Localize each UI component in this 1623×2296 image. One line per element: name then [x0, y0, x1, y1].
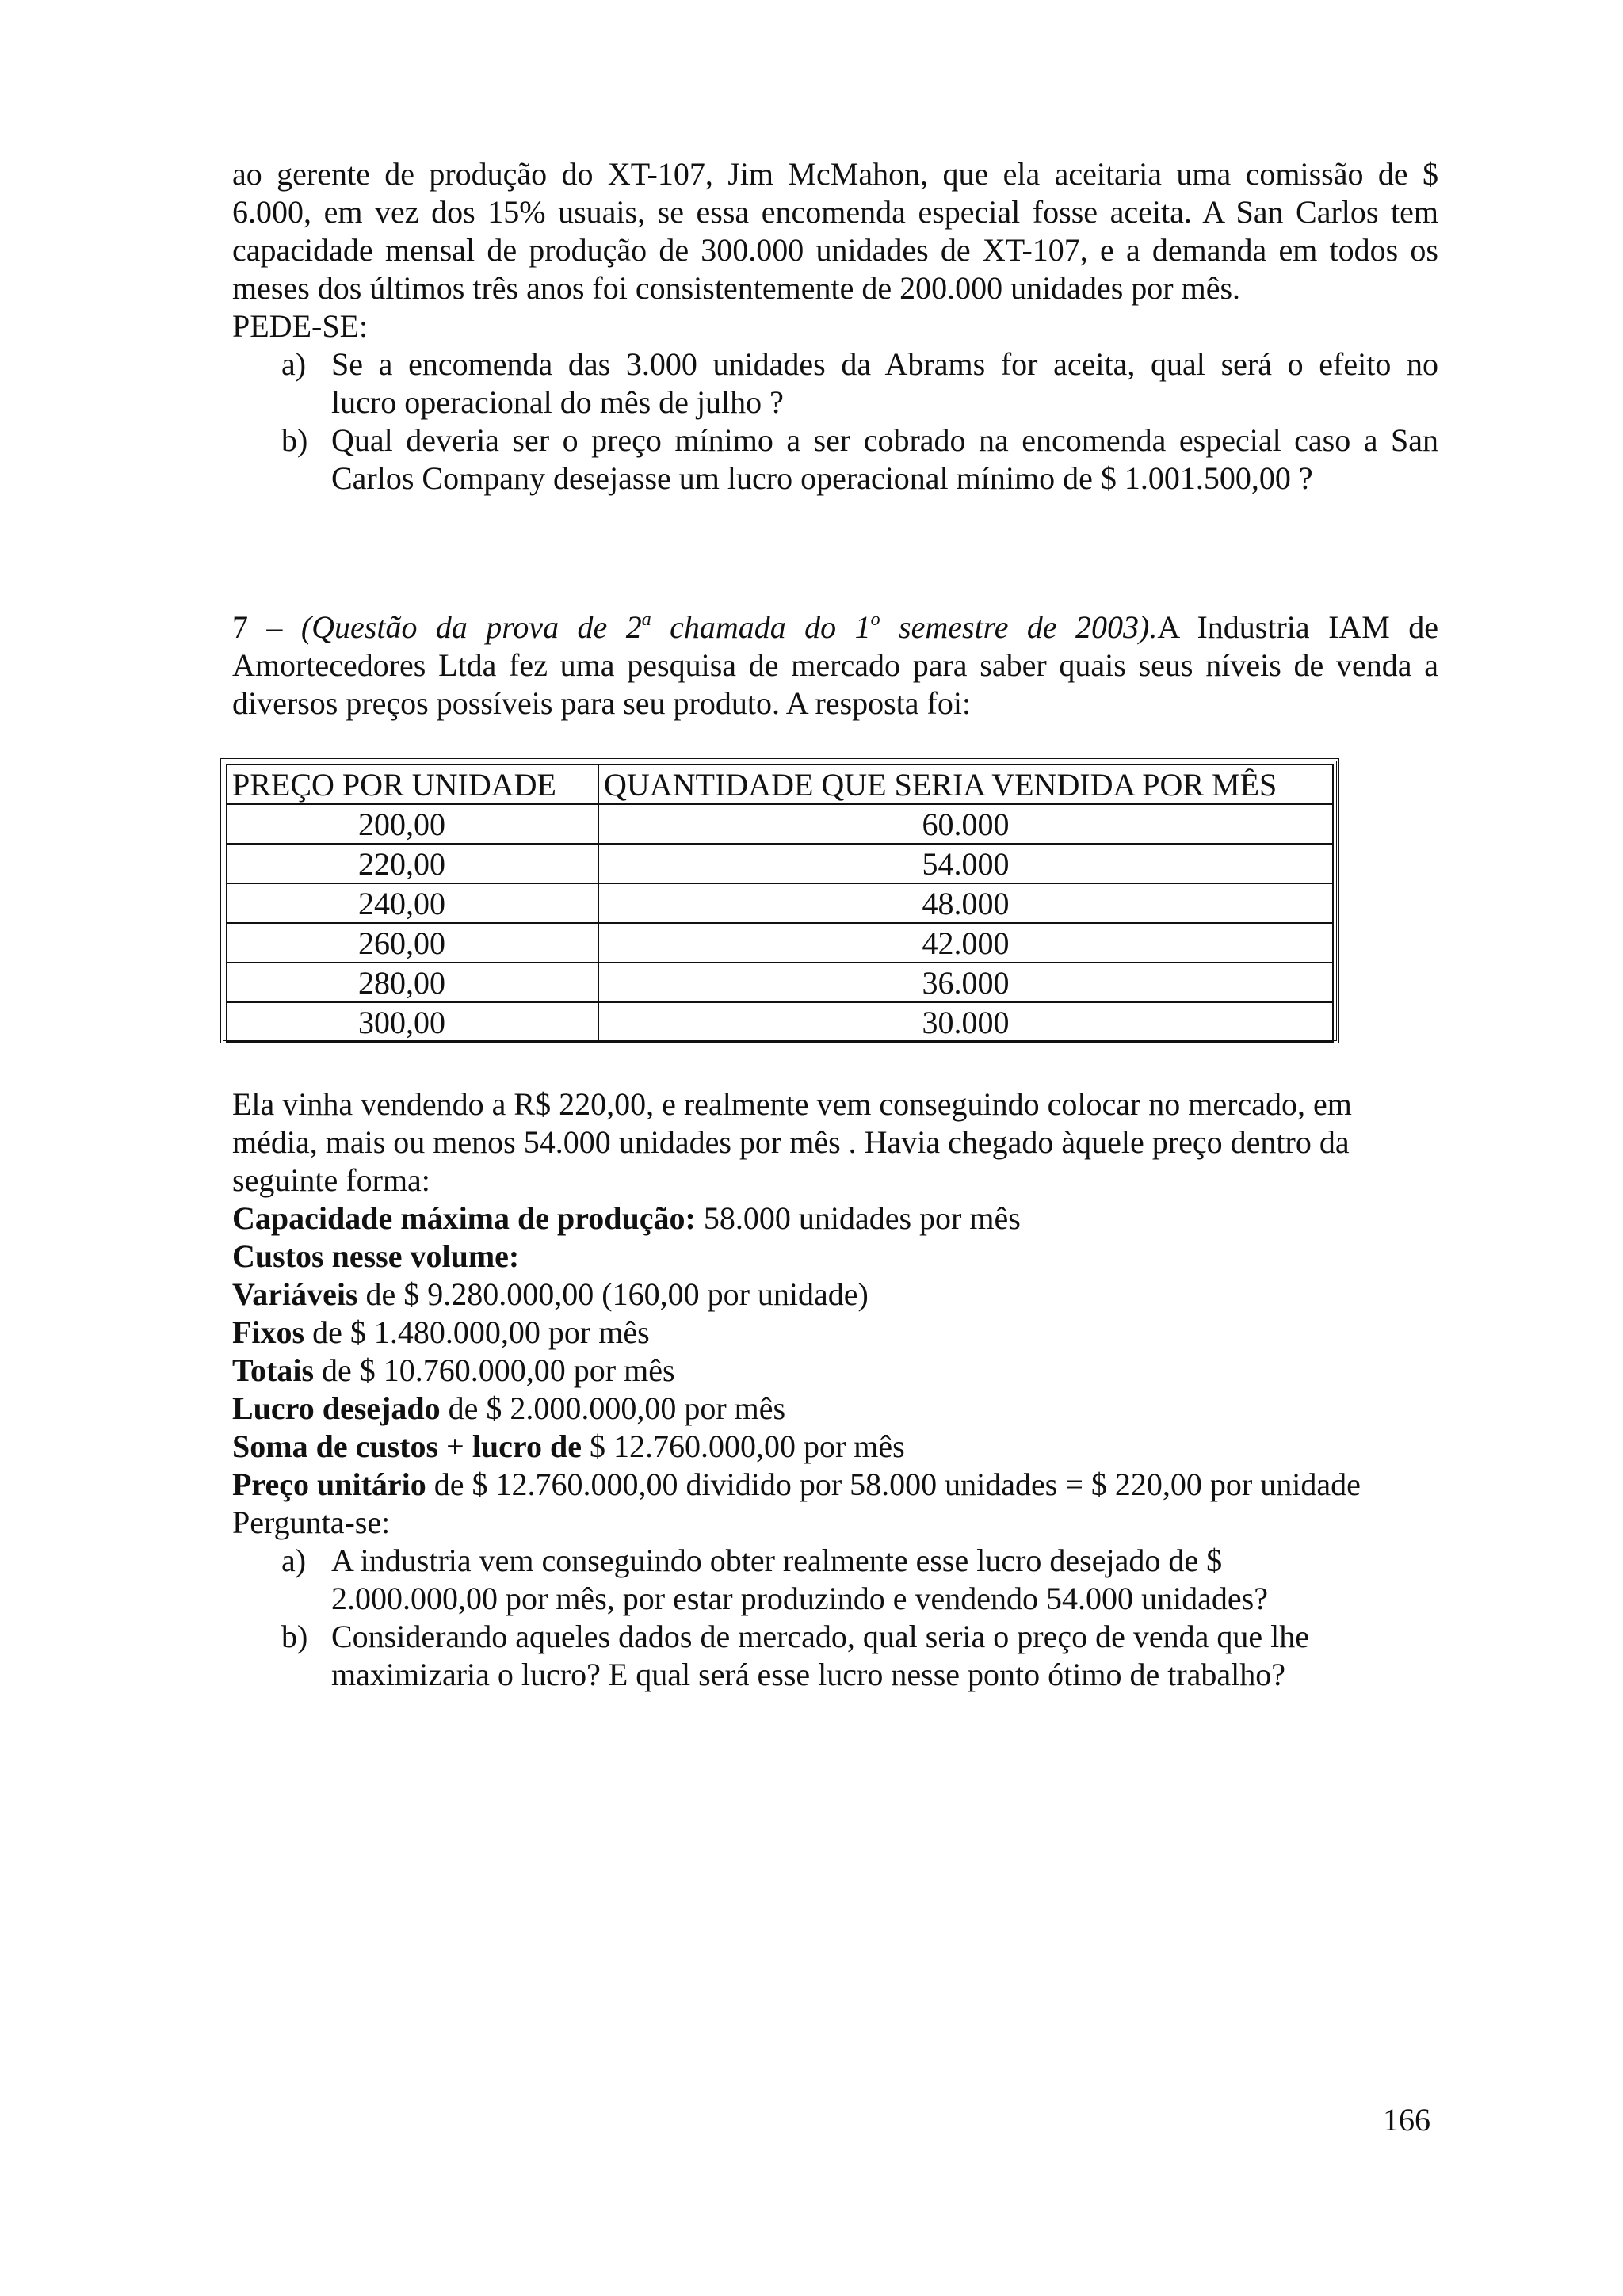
price-cell: 300,00: [227, 1002, 598, 1042]
fact-fixed: Fixos de $ 1.480.000,00 por mês: [232, 1314, 650, 1350]
item-line: Qual deveria ser o preço mínimo a ser cobrado na encomenda especial caso a San: [331, 422, 1438, 458]
table-row: [227, 1002, 1333, 1042]
item-line: A industria vem conseguindo obter realmente esse lucro desejado de $: [331, 1543, 1223, 1578]
header-quantity: QUANTIDADE QUE SERIA VENDIDA POR MÊS: [598, 765, 1333, 804]
pergunta-label: Pergunta-se:: [232, 1505, 391, 1540]
pede-se-label: PEDE-SE:: [232, 308, 369, 344]
item-label: a): [281, 346, 307, 382]
fact-sum: Soma de custos + lucro de $ 12.760.000,00 por mês: [232, 1428, 905, 1464]
item-line: Considerando aqueles dados de mercado, qual seria o preço de venda que lhe: [331, 1619, 1309, 1654]
header-price: PREÇO POR UNIDADE: [227, 765, 598, 804]
table-row: [227, 804, 1333, 844]
price-cell: 200,00: [227, 804, 598, 844]
item-line: maximizaria o lucro? E qual será esse lucro nesse ponto ótimo de trabalho?: [331, 1657, 1286, 1692]
question-number: 7 –: [232, 609, 283, 645]
table-row: [227, 844, 1333, 883]
table-row: [227, 883, 1333, 923]
after-table-paragraph: [232, 1085, 1438, 1542]
price-cell: 260,00: [227, 923, 598, 963]
fact-unit-price: Preço unitário de $ 12.760.000,00 dividido por 58.000 unidades = $ 220,00 por unidade: [232, 1466, 1361, 1502]
item-label: b): [281, 1619, 308, 1654]
quantity-cell: 54.000: [598, 844, 1333, 883]
question-7-line: Amortecedores Ltda fez uma pesquisa de mercado para saber quais seus níveis de venda a: [232, 647, 1438, 683]
fact-costs-heading: Custos nesse volume:: [232, 1238, 520, 1274]
after-line: Ela vinha vendendo a R$ 220,00, e realmente vem conseguindo colocar no mercado, em: [232, 1086, 1352, 1122]
price-cell: 240,00: [227, 883, 598, 923]
item-line: Carlos Company desejasse um lucro operacional mínimo de $ 1.001.500,00 ?: [331, 460, 1313, 496]
quantity-cell: 42.000: [598, 923, 1333, 963]
intro-line: capacidade mensal de produção de 300.000 unidades de XT-107, e a demanda em todos os: [232, 232, 1438, 268]
question-7-text: A Industria IAM de: [1157, 609, 1439, 645]
table-header-row: [227, 765, 1333, 804]
item-line: lucro operacional do mês de julho ?: [331, 384, 784, 420]
question-7-paragraph: [232, 608, 1438, 723]
fact-desired-profit: Lucro desejado de $ 2.000.000,00 por mês: [232, 1390, 786, 1426]
price-cell: 220,00: [227, 844, 598, 883]
item-line: 2.000.000,00 por mês, por estar produzindo e vendendo 54.000 unidades?: [331, 1581, 1268, 1616]
question-source: (Questão da prova de 2$^a$ chamada do 1$^o$ semestre de 2003).: [300, 609, 1158, 645]
question-7-line: diversos preços possíveis para seu produto. A resposta foi:: [232, 685, 972, 721]
after-line: seguinte forma:: [232, 1162, 430, 1198]
intro-line: 6.000, em vez dos 15% usuais, se essa encomenda especial fosse aceita. A San Carlos tem: [232, 194, 1438, 230]
item-label: a): [281, 1543, 307, 1578]
table-row: [227, 963, 1333, 1002]
intro-paragraph: [232, 155, 1438, 345]
fact-variable: Variáveis de $ 9.280.000,00 (160,00 por unidade): [232, 1276, 869, 1312]
fact-capacity: Capacidade máxima de produção: 58.000 unidades por mês: [232, 1200, 1021, 1236]
table-row: [227, 923, 1333, 963]
item-line: Se a encomenda das 3.000 unidades da Abrams for aceita, qual será o efeito no: [331, 346, 1438, 382]
quantity-cell: 60.000: [598, 804, 1333, 844]
after-line: média, mais ou menos 54.000 unidades por mês . Havia chegado àquele preço dentro da: [232, 1124, 1350, 1160]
quantity-cell: 48.000: [598, 883, 1333, 923]
fact-totals: Totais de $ 10.760.000,00 por mês: [232, 1352, 675, 1388]
intro-line: meses dos últimos três anos foi consistentemente de 200.000 unidades por mês.: [232, 270, 1241, 306]
quantity-cell: 30.000: [598, 1002, 1333, 1042]
question-7-first-line: [232, 608, 1438, 646]
price-cell: 280,00: [227, 963, 598, 1002]
quantity-cell: 36.000: [598, 963, 1333, 1002]
item-label: b): [281, 422, 308, 458]
price-quantity-table: [220, 758, 1339, 1043]
intro-line: ao gerente de produção do XT-107, Jim McMahon, que ela aceitaria uma comissão de $: [232, 156, 1438, 192]
page-number: 166: [1383, 2102, 1430, 2138]
